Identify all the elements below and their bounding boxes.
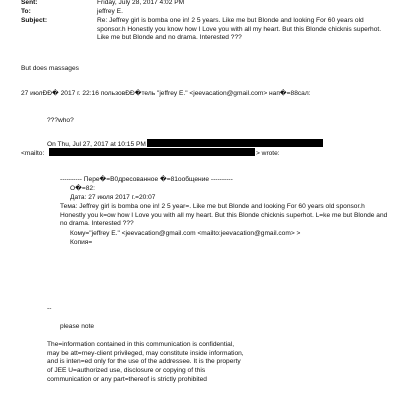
- sent-value: Friday, July 28, 2017 4:02 PM: [97, 0, 185, 6]
- topic-line: Тема: Jeffrey girl is bomba one in! 2 5 year=. Like me but Blonde and looking For 60 years old sponsor.h Honestly you k=ow how I Love you with all my heart. But this Blonde chicknis superhot. L=ke me but Blonde and no drama. Interested ???: [60, 203, 388, 228]
- on-thu-line: On Thu, Jul 27, 2017 at 10:15 PM: [47, 141, 146, 148]
- mailto-suffix: > wrote:: [256, 150, 280, 157]
- to-line: Кому="jeffrey E." <jeevacation@gmail.com <mailto:jeevacation@gmail.com> >: [70, 230, 301, 237]
- subject-value: Re: Jeffrey girl is bomba one in! 2 5 years. Like me but Blonde and looking For 60 years old sponsor.h Honestly you know how I Love you with all my heart. But this Blonde chicknis superhot. Like me but Blonde and no drama. Interested ???: [97, 17, 382, 42]
- to-value: jeffrey E.: [97, 8, 123, 15]
- to-label: To:: [21, 8, 31, 15]
- sent-label: Sent:: [21, 0, 38, 6]
- who-line: ???who?: [47, 117, 74, 124]
- please-note: please note: [60, 323, 95, 330]
- date-line: Дата: 27 июля 2017 г.=20:07: [70, 194, 156, 201]
- forward-header: ---------- Пере�=B0дресованное �=81ообщение ----------: [60, 176, 233, 183]
- redaction-bar: [147, 139, 323, 147]
- copy-line: Копия=: [70, 239, 93, 246]
- reply-header-line: 27 июлÐÐ� 2017 г. 22:16 пользовÐÐ�тель "jeffrey E." <jeevacation@gmail.com> нап�=88сал:: [21, 90, 311, 97]
- from-line: О�=82:: [70, 185, 95, 192]
- mailto-prefix: <mailto:: [21, 150, 45, 157]
- redaction-bar: [49, 148, 255, 156]
- body-line-1: But does massages: [21, 65, 79, 72]
- disclaimer: The=information contained in this communication is confidential, may be att=rney-client privileged, may constitute inside information, and is inten=ed only for the use of the addressee. It is the property of JEE U=authorized use, disclosure or copying of this communication or any part=thereof is strictly prohibited: [47, 341, 244, 383]
- dash-separator: --: [47, 305, 52, 312]
- subject-label: Subject:: [21, 17, 48, 24]
